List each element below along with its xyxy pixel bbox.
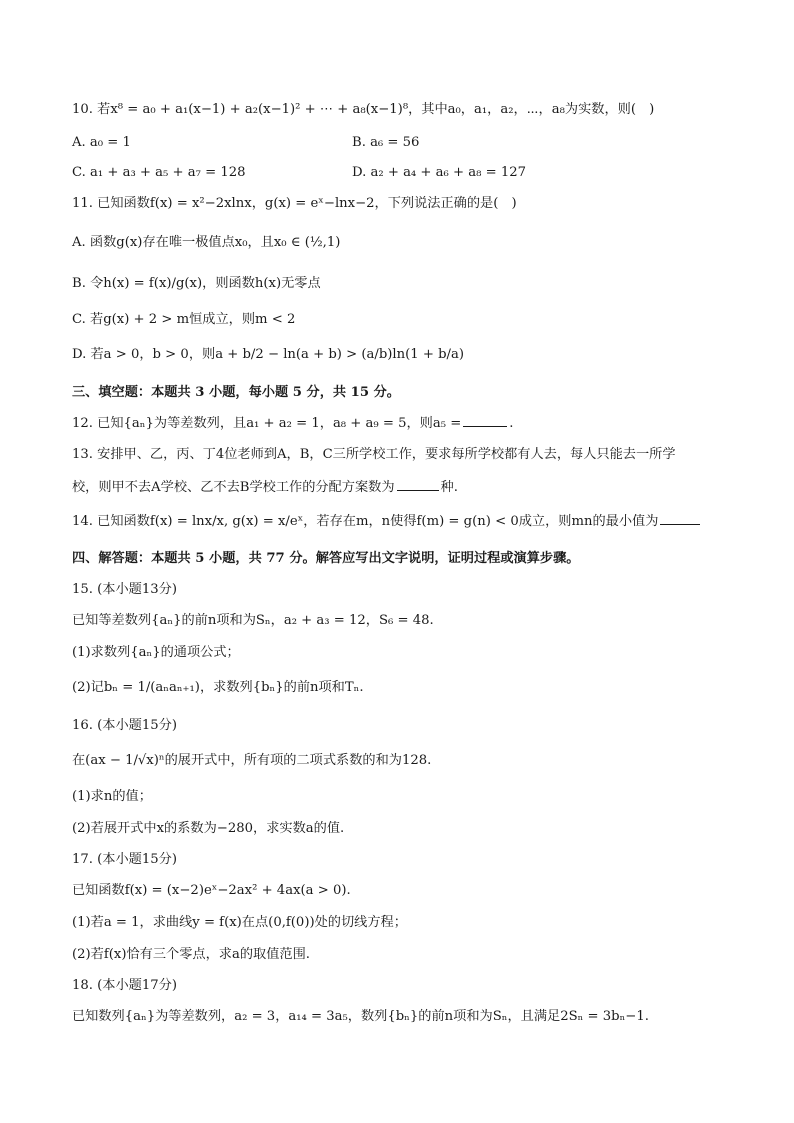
q15-heading: 15. (本小题13分) [72,582,177,597]
q16-heading: 16. (本小题15分) [72,718,177,733]
q17-part-2: (2)若f(x)恰有三个零点，求a的取值范围. [72,947,310,962]
q12-end: . [509,416,514,431]
answer-blank [397,477,439,491]
q11-stem: 11. 已知函数f(x) = x²−2xlnx，g(x) = eˣ−lnx−2，下列说法正确的是( ) [72,196,517,211]
q14-line [72,511,702,532]
q10-option-d: D. a₂ + a₄ + a₆ + a₈ = 127 [352,165,526,180]
q18-heading: 18. (本小题17分) [72,978,177,993]
q11-option-c: C. 若g(x) + 2 > m恒成立，则m < 2 [72,312,296,327]
section-fill-in-header: 三、填空题：本题共 3 小题，每小题 5 分，共 15 分。 [72,385,400,400]
q16-stem: 在(ax − 1/√x)ⁿ的展开式中，所有项的二项式系数的和为128. [72,753,432,768]
q13-end: 种. [440,480,458,495]
q17-heading: 17. (本小题15分) [72,852,177,867]
q15-part-1: (1)求数列{aₙ}的通项公式； [72,645,240,660]
q12-line [72,413,513,434]
q15-stem: 已知等差数列{aₙ}的前n项和为Sₙ，a₂ + a₃ = 12，S₆ = 48. [72,613,434,628]
q12-text: 12. 已知{aₙ}为等差数列，且a₁ + a₂ = 1，a₈ + a₉ = 5，则a₅ = [72,416,462,431]
q15-part-2: (2)记bₙ = 1/(aₙaₙ₊₁)，求数列{bₙ}的前n项和Tₙ. [72,680,364,695]
q10-option-c: C. a₁ + a₃ + a₅ + a₇ = 128 [72,165,246,180]
q18-stem: 已知数列{aₙ}为等差数列，a₂ = 3，a₁₄ = 3a₅，数列{bₙ}的前n项和为Sₙ，且满足2Sₙ = 3bₙ−1. [72,1009,649,1024]
q11-option-d: D. 若a > 0，b > 0，则a + b/2 − ln(a + b) > (a/b)ln(1 + b/a) [72,347,464,362]
q13-text: 校，则甲不去A学校、乙不去B学校工作的分配方案数为 [72,480,395,495]
q17-part-1: (1)若a = 1，求曲线y = f(x)在点(0,f(0))处的切线方程； [72,915,407,930]
q10-stem: 10. 若x⁸ = a₀ + a₁(x−1) + a₂(x−1)² + ⋯ + a₈(x−1)⁸，其中a₀，a₁，a₂，⋯，a₈为实数，则( ) [72,102,655,117]
q13-line-2 [72,477,458,498]
q10-option-b: B. a₆ = 56 [352,135,420,150]
q11-option-a: A. 函数g(x)存在唯一极值点x₀，且x₀ ∈ (½,1) [72,235,341,250]
q10-option-a: A. a₀ = 1 [72,135,131,150]
answer-blank [660,511,700,525]
section-solve-header: 四、解答题：本题共 5 小题，共 77 分。解答应写出文字说明，证明过程或演算步骤。 [72,551,580,566]
answer-blank [463,413,507,427]
q16-part-1: (1)求n的值； [72,789,152,804]
q13-line-1: 13. 安排甲、乙，丙、丁4位老师到A，B，C三所学校工作，要求每所学校都有人去，每人只能去一所学 [72,447,676,462]
q16-part-2: (2)若展开式中x的系数为−280，求实数a的值. [72,821,345,836]
q11-option-b: B. 令h(x) = f(x)/g(x)，则函数h(x)无零点 [72,276,321,291]
q17-stem: 已知函数f(x) = (x−2)eˣ−2ax² + 4ax(a > 0). [72,883,351,898]
q14-text: 14. 已知函数f(x) = lnx/x, g(x) = x/eˣ，若存在m，n使得f(m) = g(n) < 0成立，则mn的最小值为 [72,514,659,529]
